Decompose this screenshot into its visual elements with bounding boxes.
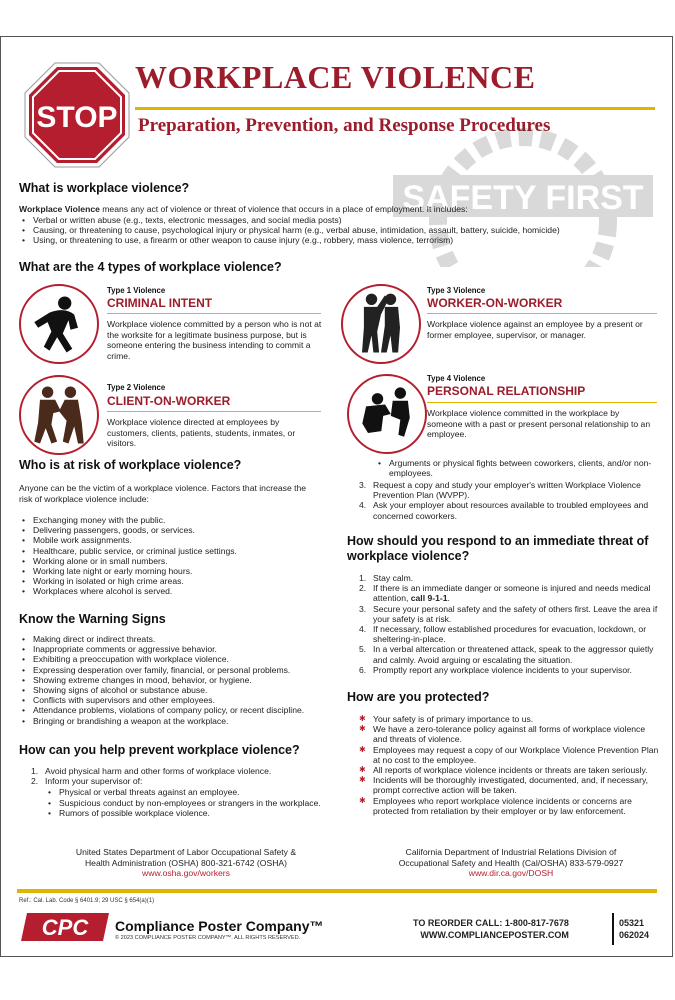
osha-line1: United States Department of Labor Occupational Safety &	[75, 847, 297, 857]
prevent-steps-left	[31, 766, 341, 818]
prevent-steps-right	[359, 480, 659, 521]
warning-heading: Know the Warning Signs	[19, 612, 166, 626]
list-item: • Rumors of possible workplace violence.	[45, 808, 341, 818]
type3-desc: Workplace violence against an employee by a present or former employee, supervisor, or manager.	[427, 319, 643, 340]
prevent-sub-list-cont	[375, 458, 665, 478]
type2-name: CLIENT-ON-WORKER	[107, 394, 231, 408]
type1-rule	[107, 313, 321, 314]
list-item: ✱ Your safety is of primary importance to us.	[359, 714, 659, 724]
list-item: ✱ Incidents will be thoroughly investigated, documented, and, if necessary, prompt corrective action will be taken.	[359, 775, 659, 795]
list-item: 2. Inform your supervisor of: • Physical or verbal threats against an employee. • Suspicious conduct by non-employees or strangers in the workplace. • Rumors of possible workplace violence.	[31, 776, 341, 818]
list-item: • Working late night or early morning hours.	[19, 566, 339, 576]
protected-list	[359, 714, 659, 816]
cal-osha-agency	[361, 847, 661, 879]
list-item: • Attendance problems, violations of company policy, or recent discipline.	[19, 705, 339, 715]
safety-first-badge	[383, 127, 663, 267]
what-is-intro-bold: Workplace Violence	[19, 204, 100, 214]
type4-name: PERSONAL RELATIONSHIP	[427, 384, 586, 398]
type4-desc: Workplace violence committed in the workplace by someone with a past or present personal relationship to an employee.	[427, 408, 651, 440]
list-item: 5. In a verbal altercation or threatened attack, speak to the aggressor quietly and calmly. Avoid arguing or escalating the situation.	[359, 644, 654, 665]
list-item: • Making direct or indirect threats.	[19, 634, 339, 644]
list-item: • Physical or verbal threats against an employee.	[45, 787, 341, 797]
criminal-figure-icon	[21, 286, 97, 362]
type2-desc: Workplace violence directed at employees by customers, clients, patients, students, inmates, or visitors.	[107, 417, 296, 449]
legal-reference: Ref.: Cal. Lab. Code § 6401.9; 29 USC § 654(a)(1)	[19, 898, 155, 904]
list-item: ✱ We have a zero-tolerance policy against all forms of workplace violence and threats of violence.	[359, 724, 659, 744]
list-item: • Inappropriate comments or aggressive behavior.	[19, 644, 339, 654]
revision-code: 062024	[619, 930, 650, 940]
what-is-intro	[19, 204, 659, 215]
osha-link[interactable]: www.osha.gov/workers	[142, 868, 230, 879]
type3-label: Type 3 Violence	[427, 286, 486, 295]
list-item: 1. Avoid physical harm and other forms of workplace violence.	[31, 766, 272, 776]
risk-intro: Anyone can be the victim of a workplace violence. Factors that increase the risk of workplace violence include:	[19, 483, 307, 504]
footer-divider	[612, 913, 614, 945]
osha-line2: Health Administration (OSHA) 800-321-6742 (OSHA)	[84, 857, 288, 868]
list-item: • Arguments or physical fights between coworkers, clients, and/or non-employees.	[375, 458, 665, 478]
respond-steps	[359, 573, 659, 675]
cal-osha-line2: Occupational Safety and Health (Cal/OSHA) 833-579-0927	[398, 857, 624, 868]
warning-list	[19, 634, 339, 726]
list-item: • Exchanging money with the public.	[19, 515, 339, 525]
list-item: • Showing signs of alcohol or substance abuse.	[19, 685, 339, 695]
risk-list	[19, 515, 339, 597]
footer-rule	[17, 889, 657, 893]
list-item: • Using, or threatening to use, a firearm or other weapon to cause injury (e.g., robbery, mass violence, terrorism)	[19, 235, 659, 245]
list-item: • Working in isolated or high crime areas.	[19, 576, 339, 586]
type1-label: Type 1 Violence	[107, 286, 166, 295]
reorder-website[interactable]: WWW.COMPLIANCEPOSTER.COM	[420, 930, 569, 940]
worker-figure-icon	[343, 286, 419, 362]
page-title: WORKPLACE VIOLENCE	[135, 59, 536, 95]
cpc-logo-text: CPC	[41, 915, 89, 940]
title-underline	[135, 107, 655, 110]
poster	[0, 36, 673, 957]
prevent-sub-list	[45, 787, 341, 818]
stop-text: STOP	[36, 101, 118, 134]
protected-heading: How are you protected?	[347, 690, 490, 704]
list-item: ✱ Employees may request a copy of our Workplace Violence Prevention Plan at no cost to the employee.	[359, 745, 659, 765]
cpc-logo	[19, 911, 111, 943]
client-on-worker-illustration	[19, 375, 99, 455]
type4-rule	[427, 402, 657, 403]
list-item: 4. Ask your employer about resources available to troubled employees and concerned coworkers.	[359, 500, 649, 521]
list-item: ✱ All reports of workplace violence incidents or threats are taken seriously.	[359, 765, 659, 775]
list-item: • Bringing or brandishing a weapon at the workplace.	[19, 716, 339, 726]
list-item: • Showing extreme changes in mood, behavior, or hygiene.	[19, 675, 339, 685]
type3-rule	[427, 313, 657, 314]
list-item: 3. Request a copy and study your employer's written Workplace Violence Prevention Plan (WVPP).	[359, 480, 641, 501]
types-heading: What are the 4 types of workplace violence?	[19, 260, 282, 274]
osha-agency	[41, 847, 331, 879]
personal-relationship-illustration	[347, 374, 427, 454]
list-item: • Causing, or threatening to cause, psychological injury or physical harm (e.g., verbal abuse, intimidation, assault, battery, suicide, homicide)	[19, 225, 659, 235]
list-item: • Working alone or in small numbers.	[19, 556, 339, 566]
type3-name: WORKER-ON-WORKER	[427, 296, 563, 310]
what-is-intro-rest: means any act of violence or threat of violence that occurs in a place of employment. It includes:	[99, 204, 468, 214]
what-is-heading: What is workplace violence?	[19, 181, 190, 195]
list-item: • Suspicious conduct by non-employees or strangers in the workplace.	[45, 798, 341, 808]
list-item: • Exhibiting a preoccupation with workplace violence.	[19, 654, 339, 664]
criminal-intent-illustration	[19, 284, 99, 364]
type2-label: Type 2 Violence	[107, 383, 166, 392]
list-item: 3. Secure your personal safety and the safety of others first. Leave the area if your safety is at risk.	[359, 603, 658, 624]
relationship-figure-icon	[349, 376, 425, 452]
list-item: • Mobile work assignments.	[19, 535, 339, 545]
list-item: 1. Stay calm.	[359, 573, 414, 583]
list-item: ✱ Employees who report workplace violence incidents or concerns are protected from retaliation by their employer or by law enforcement.	[359, 796, 659, 816]
poster-codes	[619, 917, 649, 941]
type1-name: CRIMINAL INTENT	[107, 296, 213, 310]
cal-osha-link[interactable]: www.dir.ca.gov/DOSH	[468, 868, 554, 879]
worker-on-worker-illustration	[341, 284, 421, 364]
list-item: • Verbal or written abuse (e.g., texts, electronic messages, and social media posts)	[19, 215, 659, 225]
list-item: • Expressing desperation over family, financial, or personal problems.	[19, 665, 339, 675]
prevent-heading: How can you help prevent workplace violence?	[19, 743, 300, 757]
stop-sign-icon	[23, 61, 131, 169]
type4-label: Type 4 Violence	[427, 374, 486, 383]
poster-code: 05321	[619, 918, 645, 928]
company-name: Compliance Poster Company™	[115, 918, 324, 934]
reorder-phone: TO REORDER CALL: 1-800-817-7678	[413, 918, 569, 928]
cal-osha-line1: California Department of Industrial Relations Division of	[405, 847, 617, 857]
list-item: • Workplaces where alcohol is served.	[19, 586, 339, 596]
list-item: 4. If necessary, follow established procedures for evacuation, lockdown, or sheltering-in-place.	[359, 624, 647, 645]
copyright: © 2023 COMPLIANCE POSTER COMPANY™. ALL RIGHTS RESERVED.	[115, 935, 301, 941]
list-item: • Delivering passengers, goods, or services.	[19, 525, 339, 535]
list-item: 2. If there is an immediate danger or someone is injured and needs medical attention, call 9-1-1.	[359, 583, 651, 604]
badge-text: SAFETY FIRST	[402, 179, 644, 217]
list-item: 6. Promptly report any workplace violence incidents to your supervisor.	[359, 664, 632, 675]
list-item: • Conflicts with supervisors and other employees.	[19, 695, 339, 705]
what-is-list	[19, 215, 659, 246]
reorder-info	[413, 917, 569, 941]
list-item: • Healthcare, public service, or criminal justice settings.	[19, 546, 339, 556]
type1-desc: Workplace violence committed by a person who is not at the worksite for a legitimate business purpose, but is someone entering the business intending to commit a crime.	[107, 319, 322, 361]
page-subtitle: Preparation, Prevention, and Response Procedures	[138, 115, 551, 136]
type2-rule	[107, 411, 321, 412]
risk-heading: Who is at risk of workplace violence?	[19, 458, 242, 472]
respond-heading: How should you respond to an immediate threat of workplace violence?	[347, 534, 649, 563]
client-figure-icon	[21, 377, 97, 453]
